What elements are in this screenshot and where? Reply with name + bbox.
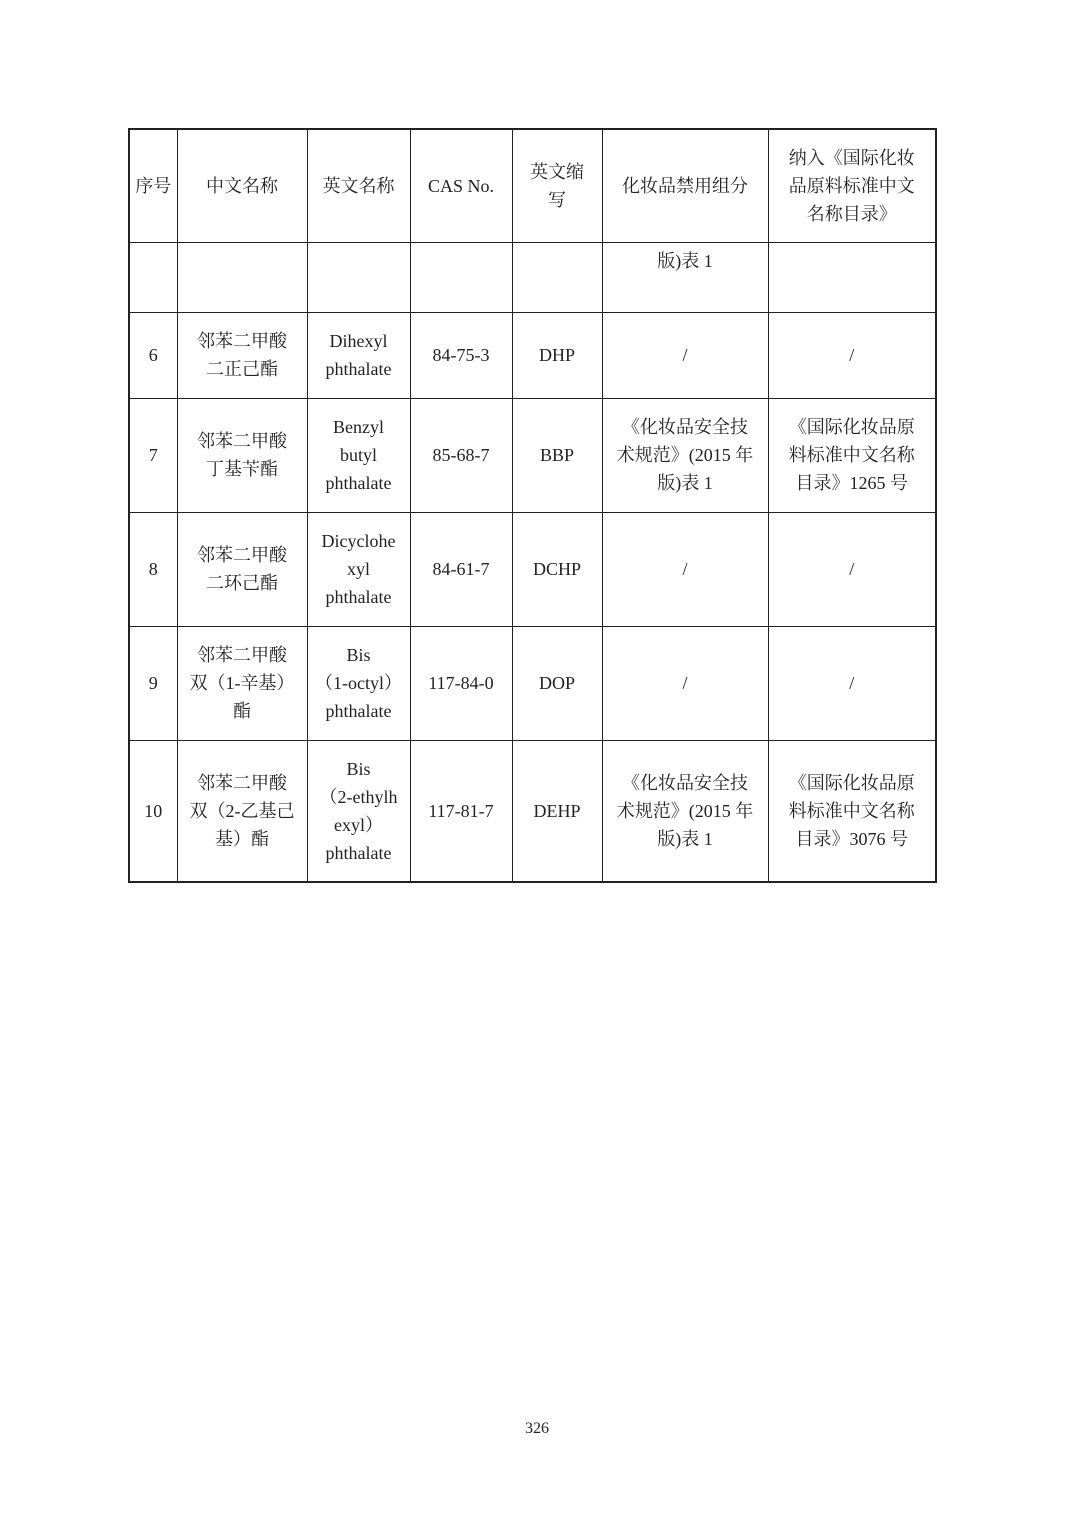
row-no: 7 <box>129 398 177 512</box>
table-row <box>129 740 936 882</box>
row-inci: / <box>768 626 936 740</box>
header-abbr: 英文缩 写 <box>512 129 602 242</box>
continuation-row <box>129 242 936 312</box>
header-cn-name: 中文名称 <box>177 129 307 242</box>
table-cell <box>129 242 177 312</box>
row-inci: 《国际化妆品原 料标准中文名称 目录》3076 号 <box>768 740 936 882</box>
row-en-name: Bis （1-octyl） phthalate <box>307 626 410 740</box>
row-banned: 《化妆品安全技 术规范》(2015 年 版)表 1 <box>602 740 768 882</box>
row-cas: 85-68-7 <box>410 398 512 512</box>
row-inci: / <box>768 512 936 626</box>
row-cn-name: 邻苯二甲酸 二正己酯 <box>177 312 307 398</box>
row-abbr: DEHP <box>512 740 602 882</box>
row-abbr: DCHP <box>512 512 602 626</box>
row-no: 10 <box>129 740 177 882</box>
table-cell <box>307 242 410 312</box>
header-en-name: 英文名称 <box>307 129 410 242</box>
row-inci: / <box>768 312 936 398</box>
row-abbr: BBP <box>512 398 602 512</box>
row-cas: 117-84-0 <box>410 626 512 740</box>
row-no: 6 <box>129 312 177 398</box>
row-abbr: DOP <box>512 626 602 740</box>
row-en-name: Dihexyl phthalate <box>307 312 410 398</box>
row-banned: / <box>602 312 768 398</box>
continuation-banned: 版)表 1 <box>602 242 768 312</box>
row-cn-name: 邻苯二甲酸 二环己酯 <box>177 512 307 626</box>
row-cn-name: 邻苯二甲酸 双（2-乙基己 基）酯 <box>177 740 307 882</box>
header-banned: 化妆品禁用组分 <box>602 129 768 242</box>
row-cn-name: 邻苯二甲酸 丁基苄酯 <box>177 398 307 512</box>
row-en-name: Bis （2-ethylh exyl） phthalate <box>307 740 410 882</box>
substance-table <box>128 128 937 883</box>
table-row <box>129 398 936 512</box>
table-cell <box>768 242 936 312</box>
header-inci: 纳入《国际化妆 品原料标准中文 名称目录》 <box>768 129 936 242</box>
header-cas: CAS No. <box>410 129 512 242</box>
page-number: 326 <box>525 1420 549 1437</box>
row-banned: / <box>602 512 768 626</box>
row-en-name: Dicyclohe xyl phthalate <box>307 512 410 626</box>
row-no: 9 <box>129 626 177 740</box>
table-row <box>129 312 936 398</box>
row-abbr: DHP <box>512 312 602 398</box>
row-banned: / <box>602 626 768 740</box>
row-cas: 117-81-7 <box>410 740 512 882</box>
table-row <box>129 626 936 740</box>
row-en-name: Benzyl butyl phthalate <box>307 398 410 512</box>
row-banned: 《化妆品安全技 术规范》(2015 年 版)表 1 <box>602 398 768 512</box>
table-cell <box>410 242 512 312</box>
table-cell <box>512 242 602 312</box>
table-row <box>129 512 936 626</box>
header-no: 序号 <box>129 129 177 242</box>
row-cas: 84-75-3 <box>410 312 512 398</box>
row-cn-name: 邻苯二甲酸 双（1-辛基） 酯 <box>177 626 307 740</box>
table-cell <box>177 242 307 312</box>
row-cas: 84-61-7 <box>410 512 512 626</box>
header-row <box>129 129 936 242</box>
row-no: 8 <box>129 512 177 626</box>
row-inci: 《国际化妆品原 料标准中文名称 目录》1265 号 <box>768 398 936 512</box>
